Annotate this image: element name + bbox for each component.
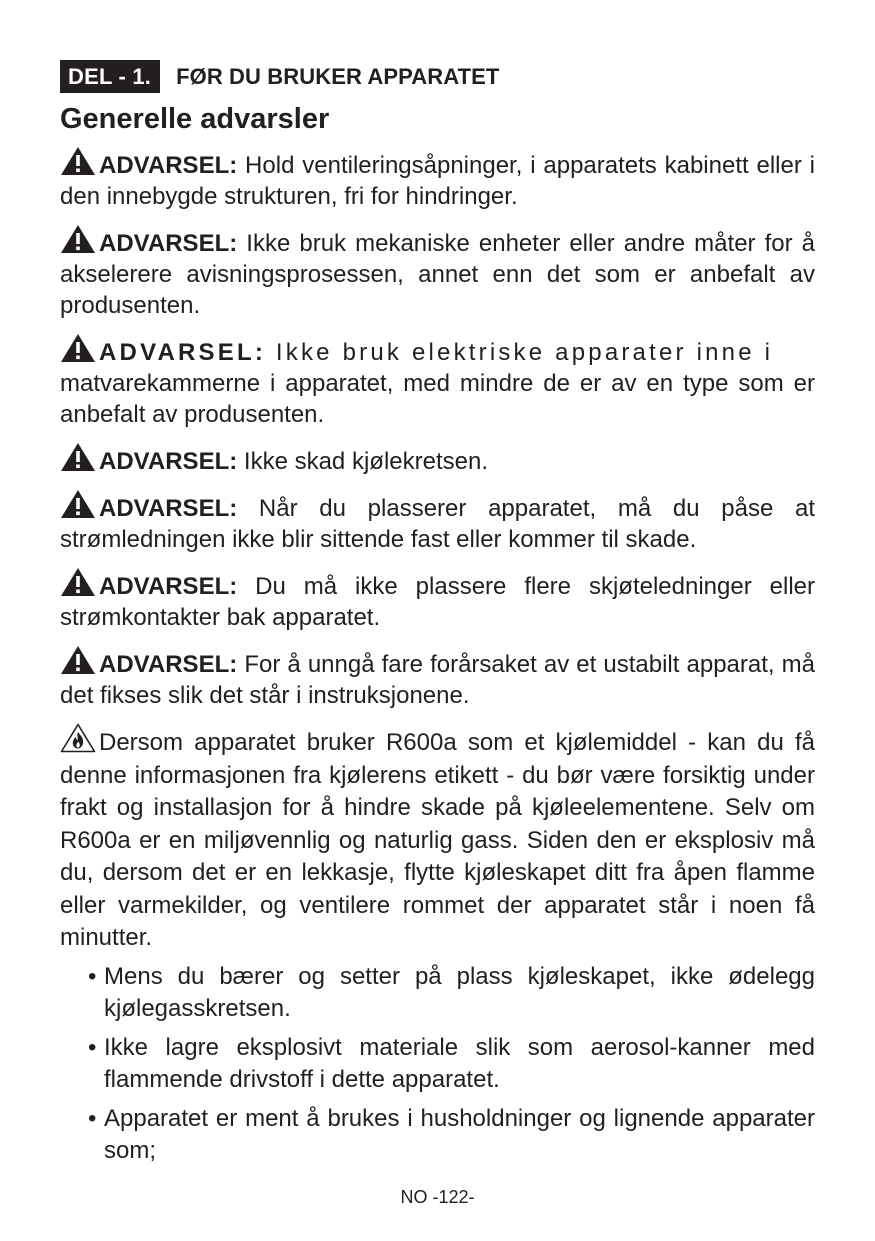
warning-triangle-icon [60,333,96,363]
warning-triangle-icon [60,224,96,254]
section-title: FØR DU BRUKER APPARATET [176,63,500,89]
warning-text: Når du plasserer apparatet, må du påse at strømledningen ikke blir sittende fast eller kommer til skade. [60,495,815,553]
section-header [60,60,815,93]
warning-triangle-icon [60,567,96,597]
manual-page [60,60,815,1174]
warning-text: Ikke bruk mekaniske enheter eller andre måter for å akselerere avisningsprosessen, annet enn det som er anbefalt av produsenten. [60,230,815,319]
warning-3 [60,333,815,430]
warning-triangle-icon [60,489,96,519]
flammable-refrigerant-note [60,723,815,955]
page-number: NO -122- [400,1187,475,1207]
page-title: Generelle advarsler [60,103,330,135]
list-item [60,1032,815,1096]
flammable-note-text: Dersom apparatet bruker R600a som et kjølemiddel - kan du få denne informasjonen fra kjølerens etikett - du bør være forsiktig under frakt og installasjon for å hindre skade på kjøleelementene. Selv om R600a er en miljøvennlig og naturlig gass. Siden den er eksplosiv må du, dersom det er en lekkasje, flytte kjøleskapet ditt fra åpen flamme eller varmekilder, og ventilere rommet der apparatet står i noen få minutter. [60,729,815,951]
list-item-text: Mens du bærer og setter på plass kjøleskapet, ikke ødelegg kjølegasskretsen. [104,962,815,1022]
warning-text: Ikke bruk elektriske apparater inne i [266,339,774,366]
list-item [60,1103,815,1167]
warning-triangle-icon [60,442,96,472]
warning-triangle-icon [60,645,96,675]
bullet-icon: • [88,1033,97,1061]
warning-label: ADVARSEL: [99,152,238,179]
list-item-text: Ikke lagre eksplosivt materiale slik som aerosol-kanner med flammende drivstoff i dette apparatet. [104,1033,815,1093]
warning-label: ADVARSEL: [99,651,238,678]
list-item-text: Apparatet er ment å brukes i husholdninger og lignende apparater som; [104,1104,815,1164]
warning-label: ADVARSEL: [99,573,238,600]
warning-5 [60,489,815,555]
warning-label: ADVARSEL: [99,495,238,522]
warning-text: For å unngå fare forårsaket av et ustabilt apparat, må det fikses slik det står i instruksjonene. [60,651,815,709]
bullet-icon: • [88,1104,97,1132]
warning-text: Ikke skad kjølekretsen. [237,448,488,475]
warning-2 [60,224,815,321]
warning-text: Du må ikke plassere flere skjøteledninger eller strømkontakter bak apparatet. [60,573,815,631]
flammable-warning-icon [60,723,96,753]
warning-6 [60,567,815,633]
warning-text: matvarekammerne i apparatet, med mindre de er av en type som er anbefalt av produsenten. [60,370,815,428]
warning-label: ADVARSEL: [99,448,238,475]
bullet-list [60,961,815,1167]
warning-7 [60,645,815,711]
warning-3-first-line [60,339,773,366]
list-item [60,961,815,1025]
warning-triangle-icon [60,146,96,176]
bullet-icon: • [88,962,97,990]
warning-label: ADVARSEL: [99,230,238,257]
warning-1 [60,146,815,212]
warning-text: Hold ventileringsåpninger, i apparatets kabinett eller i den innebygde strukturen, fri for hindringer. [60,152,815,210]
section-badge: DEL - 1. [60,60,160,93]
warning-label: ADVARSEL: [99,339,267,366]
warning-4 [60,442,815,477]
